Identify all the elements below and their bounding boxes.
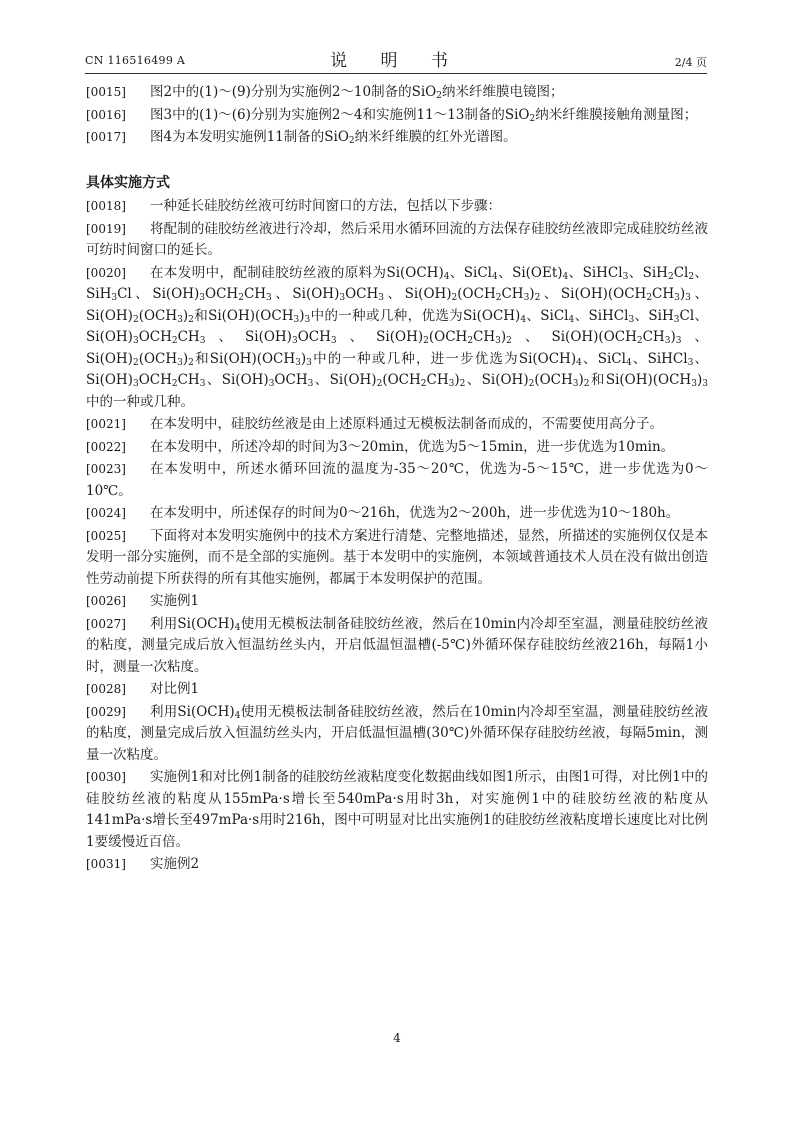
page-number: 4: [393, 1031, 401, 1045]
paragraph-number: [0019]: [86, 221, 126, 236]
paragraph: [86, 854, 708, 876]
paragraph-text: 将配制的硅胶纺丝液进行冷却，然后采用水循环回流的方法保存硅胶纺丝液即完成硅胶纺丝液可纺时间窗口的延长。: [86, 220, 708, 258]
paragraph: [86, 82, 708, 104]
paragraph: [86, 127, 708, 149]
paragraph-number: [0030]: [86, 770, 126, 784]
paragraph-number: [0016]: [86, 107, 126, 122]
paragraph-number: [0027]: [86, 616, 126, 631]
paragraph-number: [0028]: [86, 682, 126, 696]
paragraph-text: 在本发明中，所述保存的时间为0～216h，优选为2～200h，进一步优选为10～180h。: [150, 505, 680, 521]
paragraph-number: [0029]: [86, 704, 126, 719]
paragraph-number: [0020]: [86, 265, 126, 280]
paragraph-number: [0022]: [86, 439, 126, 454]
paragraph: [86, 614, 708, 679]
section-title: 具体实施方式: [86, 174, 170, 191]
paragraph-number: [0017]: [86, 130, 126, 144]
paragraph-number: [0015]: [86, 85, 126, 99]
paragraph-text: 图4为本发明实施例11制备的SiO$_2$纳米纤维膜的红外光谱图。: [150, 129, 517, 146]
paragraph: [86, 767, 708, 853]
paragraph-group-intro: [86, 82, 708, 149]
paragraph: [86, 414, 708, 436]
header-divider: [85, 73, 707, 74]
paragraph-number: [0026]: [86, 594, 126, 608]
paragraph-group-body: [86, 196, 708, 876]
paragraph: [86, 503, 708, 525]
paragraph: [86, 263, 708, 414]
paragraph: [86, 219, 708, 262]
page-header: [85, 44, 707, 74]
paragraph-text: 在本发明中，所述冷却的时间为3～20min，优选为5～15min，进一步优选为10min。: [150, 438, 675, 455]
paragraph-text: 图2中的(1)～(9)分别为实施例2～10制备的SiO$_2$纳米纤维膜电镜图；: [150, 84, 564, 101]
paragraph: [86, 459, 708, 502]
paragraph-number: [0018]: [86, 199, 126, 213]
paragraph: [86, 437, 708, 459]
paragraph: [86, 591, 708, 613]
document-body: [86, 82, 708, 877]
paragraph-text: 实施例1和对比例1制备的硅胶纺丝液粘度变化数据曲线如图1所示，由图1可得，对比例1中的硅胶纺丝液的粘度从155mPa·s增长至540mPa·s用时3h，对实施例1中的硅胶纺丝液的粘度从141mPa·s增长至497mPa·s用时216h，图中可明显对比出实施例1的硅胶纺丝液粘度增长速度比对比例1要缓慢近百倍。: [86, 769, 708, 850]
paragraph-text: 实施例1: [150, 593, 200, 609]
patent-number: CN 116516499 A: [85, 54, 186, 67]
paragraph-text: 图3中的(1)～(6)分别为实施例2～4和实施例11～13制备的SiO$_2$纳米纤维膜接触角测量图；: [150, 106, 698, 124]
paragraph: [86, 702, 708, 767]
paragraph: [86, 526, 708, 591]
page-indicator: 2/4 页: [674, 56, 707, 69]
paragraph: [86, 196, 708, 218]
paragraph-text: 对比例1: [150, 681, 200, 697]
paragraph-number: [0023]: [86, 462, 126, 476]
paragraph: [86, 679, 708, 701]
paragraph-text: 在本发明中，硅胶纺丝液是由上述原料通过无模板法制备而成的，不需要使用高分子。: [150, 416, 663, 432]
paragraph-text: 一种延长硅胶纺丝液可纺时间窗口的方法，包括以下步骤：: [150, 198, 501, 214]
paragraph-text: 利用$Si(OCH)_4$使用无模板法制备硅胶纺丝液，然后在10min内冷却至室温，测量硅胶纺丝液的粘度，测量完成后放入恒温纺丝头内，开启低温恒温槽(30℃)外循环保存硅胶纺丝液，每隔5min，测量一次粘度。: [86, 703, 708, 763]
paragraph-text: 在本发明中，所述水循环回流的温度为-35～20℃，优选为-5～15℃，进一步优选为0～10℃。: [86, 461, 708, 499]
paragraph-number: [0024]: [86, 506, 126, 520]
document-title: 说 明 书: [330, 51, 462, 71]
paragraph: [86, 105, 708, 127]
paragraph-number: [0025]: [86, 528, 126, 543]
paragraph-text: 在本发明中，配制硅胶纺丝液的原料为$Si(OCH)_4$、SiCl$_4$、$Si(OEt)_4$、SiHCl$_3$、$SiH_2Cl_2$、SiH$_3$Cl、$Si(OH)_3OCH_2CH_3$、$Si(OH)_3OCH_3$、$Si(OH)_2(OCH_2CH_3)_2$、$Si(OH)(OCH_2CH_3)_3$、$Si(OH)_2(OCH_3)_2$和$Si(OH)(OCH_3)_3$中的一种或几种，优选为$Si(OCH)_4$、SiCl$_4$、SiHCl$_3$、SiH$_3$Cl、$Si(OH)_3OCH_2CH_3$、$Si(OH)_3OCH_3$、$Si(OH)_2(OCH_2CH_3)_2$、$Si(OH)(OCH_2CH_3)_3$、$Si(OH)_2(OCH_3)_2$和$Si(OH)(OCH_3)_3$中的一种或几种，进一步优选为$Si(OCH)_4$、SiCl$_4$、SiHCl$_3$、$Si(OH)_3OCH_2CH_3$、$Si(OH)_3OCH_3$、$Si(OH)_2(OCH_2CH_3)_2$、$Si(OH)_2(OCH_3)_2$和$Si(OH)(OCH_3)_3$中的一种或几种。: [86, 264, 709, 410]
paragraph-number: [0021]: [86, 417, 126, 431]
paragraph-text: 实施例2: [150, 856, 200, 872]
paragraph-number: [0031]: [86, 857, 126, 871]
paragraph-text: 利用$Si(OCH)_4$使用无模板法制备硅胶纺丝液，然后在10min内冷却至室温，测量硅胶纺丝液的粘度，测量完成后放入恒温纺丝头内，开启低温恒温槽(-5℃)外循环保存硅胶纺丝液216h，每隔1小时，测量一次粘度。: [86, 615, 708, 675]
paragraph-text: 下面将对本发明实施例中的技术方案进行清楚、完整地描述，显然，所描述的实施例仅仅是本发明一部分实施例，而不是全部的实施例。基于本发明中的实施例，本领域普通技术人员在没有做出创造性劳动前提下所获得的所有其他实施例，都属于本发明保护的范围。: [86, 527, 708, 587]
